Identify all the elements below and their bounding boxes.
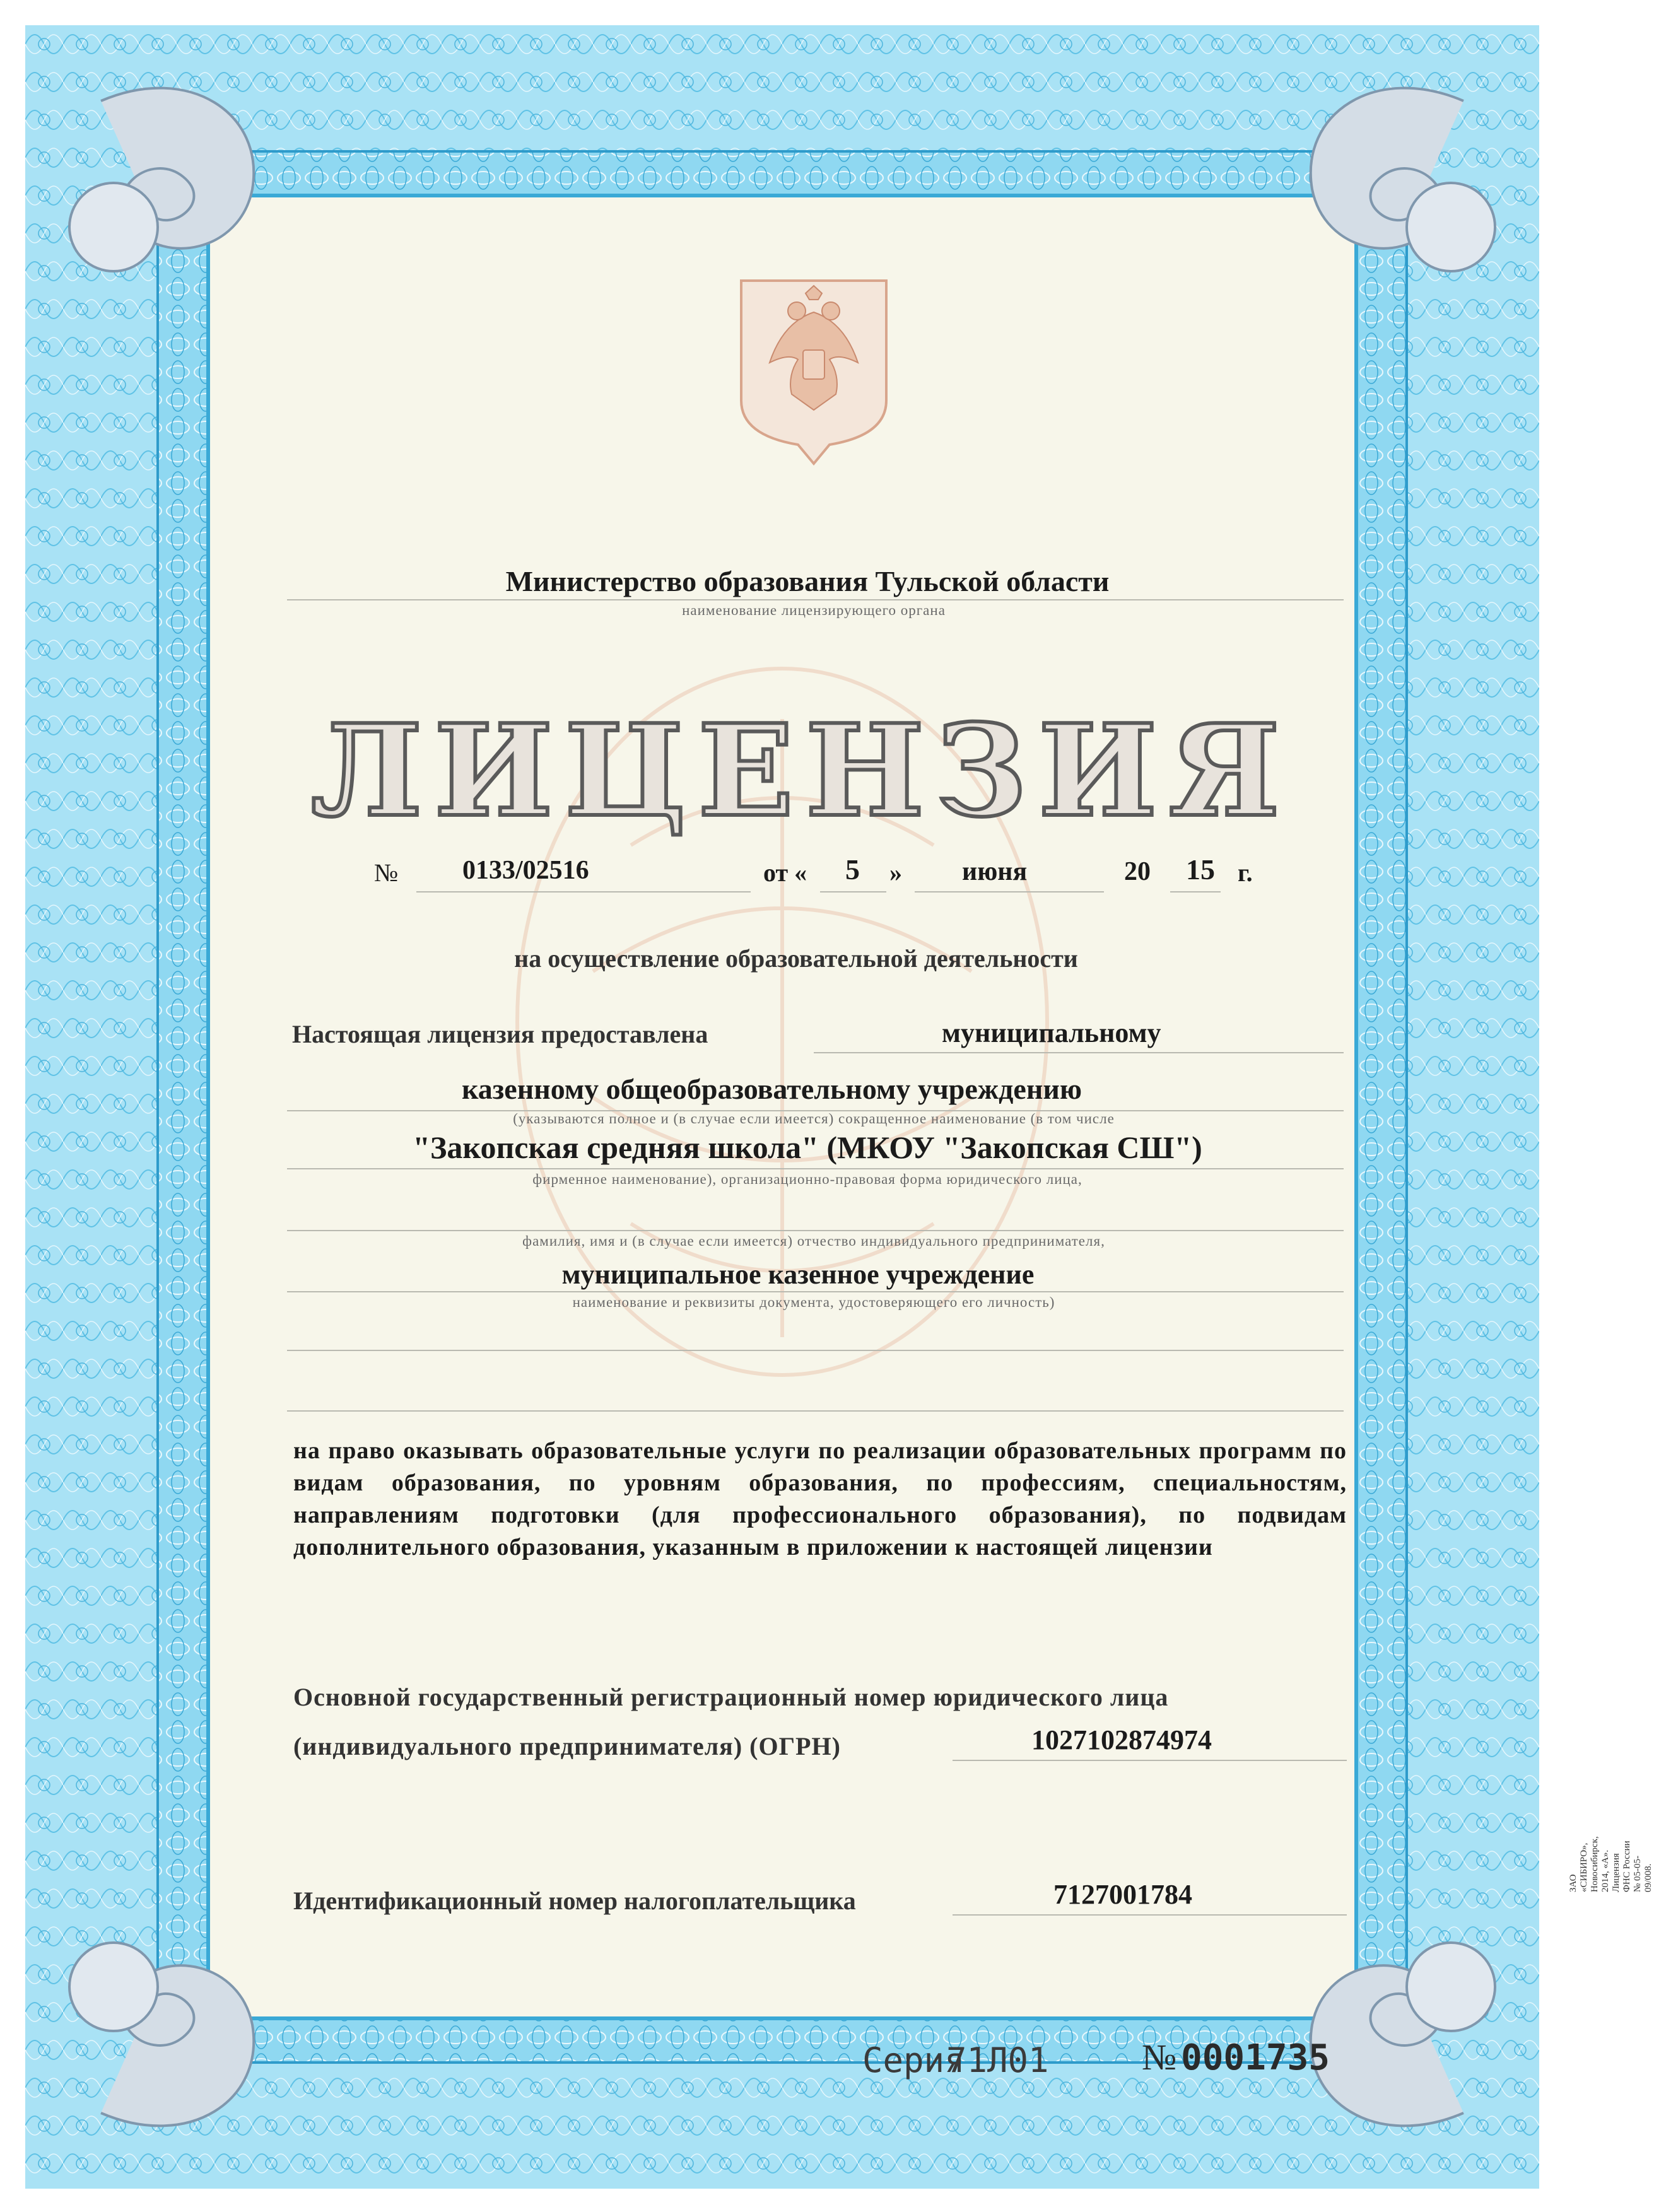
grantee-caption2: фирменное наименование), организационно-правовая форма юридического лица, xyxy=(532,1171,1082,1187)
grantee-caption4: наименование и реквизиты документа, удостоверяющего его личность) xyxy=(572,1294,1055,1310)
date-close-quote: » xyxy=(889,858,902,887)
ogrn-label-line2: (индивидуального предпринимателя) (ОГРН) xyxy=(293,1732,841,1760)
year-suffix: 15 xyxy=(1186,853,1215,886)
grantee-underline1 xyxy=(814,1052,1344,1053)
inn-underline xyxy=(953,1914,1347,1916)
year-label: г. xyxy=(1238,858,1253,887)
license-number: 0133/02516 xyxy=(462,856,589,885)
grantee-line1: муниципальному xyxy=(942,1017,1161,1048)
form-number: 0001735 xyxy=(1181,2037,1330,2078)
blank-line-1 xyxy=(287,1350,1344,1351)
issuer-caption: наименование лицензирующего органа xyxy=(682,602,946,618)
inn-value: 7127001784 xyxy=(1053,1879,1192,1910)
date-day: 5 xyxy=(845,853,860,886)
form-number-label: № xyxy=(1142,2037,1177,2078)
grantee-caption1: (указываются полное и (в случае если имеется) сокращенное наименование (в том числе xyxy=(513,1111,1115,1126)
year-prefix: 20 xyxy=(1124,857,1151,886)
grantee-line3: "Закопская средняя школа" (МКОУ "Закопская СШ") xyxy=(413,1130,1202,1165)
issuer-underline xyxy=(287,599,1344,600)
month-underline xyxy=(915,891,1104,892)
grantee-line4: муниципальное казенное учреждение xyxy=(561,1259,1035,1290)
rights-text: на право оказывать образовательные услуги по реализации образовательных программ по видам образования, по уровням образования, по профессиям, специальностям, направлениям подготовки (для профессионального образования), по подвидам дополнительного образования, указанным в приложении к настоящей лицензии xyxy=(293,1437,1347,1560)
grantee-underline3 xyxy=(287,1168,1344,1169)
license-title: ЛИЦЕНЗИЯ xyxy=(310,697,1292,845)
inn-label: Идентификационный номер налогоплательщика xyxy=(293,1887,856,1915)
grantee-line2: казенному общеобразовательному учреждению xyxy=(462,1073,1082,1105)
grantee-caption3: фамилия, имя и (в случае если имеется) отчество индивидуального предпринимателя, xyxy=(522,1233,1105,1249)
grantee-intro: Настоящая лицензия предоставлена xyxy=(292,1020,708,1048)
ogrn-label-line1: Основной государственный регистрационный номер юридического лица xyxy=(293,1683,1169,1711)
date-from-label: от « xyxy=(763,858,807,887)
date-month: июня xyxy=(962,857,1028,886)
coat-of-arms xyxy=(735,274,893,470)
grantee-underline5 xyxy=(287,1291,1344,1292)
day-underline xyxy=(820,891,886,892)
grantee-underline4 xyxy=(287,1230,1344,1231)
number-label: № xyxy=(374,858,399,887)
license-purpose: на осуществление образовательной деятельности xyxy=(514,944,1078,973)
ogrn-value: 1027102874974 xyxy=(1031,1724,1212,1755)
series-value: 71Л01 xyxy=(946,2040,1049,2080)
series-label: Серия xyxy=(862,2040,965,2080)
printer-note: ЗАО «СИБИРО», Новосибирск, 2014, «А». Лицензия ФНС России № 05-05-09/008. xyxy=(1568,1836,1653,1892)
number-underline xyxy=(416,891,751,892)
issuer-name: Министерство образования Тульской области xyxy=(505,565,1110,597)
year-underline xyxy=(1170,891,1221,892)
blank-line-2 xyxy=(287,1410,1344,1412)
ogrn-underline xyxy=(953,1760,1347,1761)
